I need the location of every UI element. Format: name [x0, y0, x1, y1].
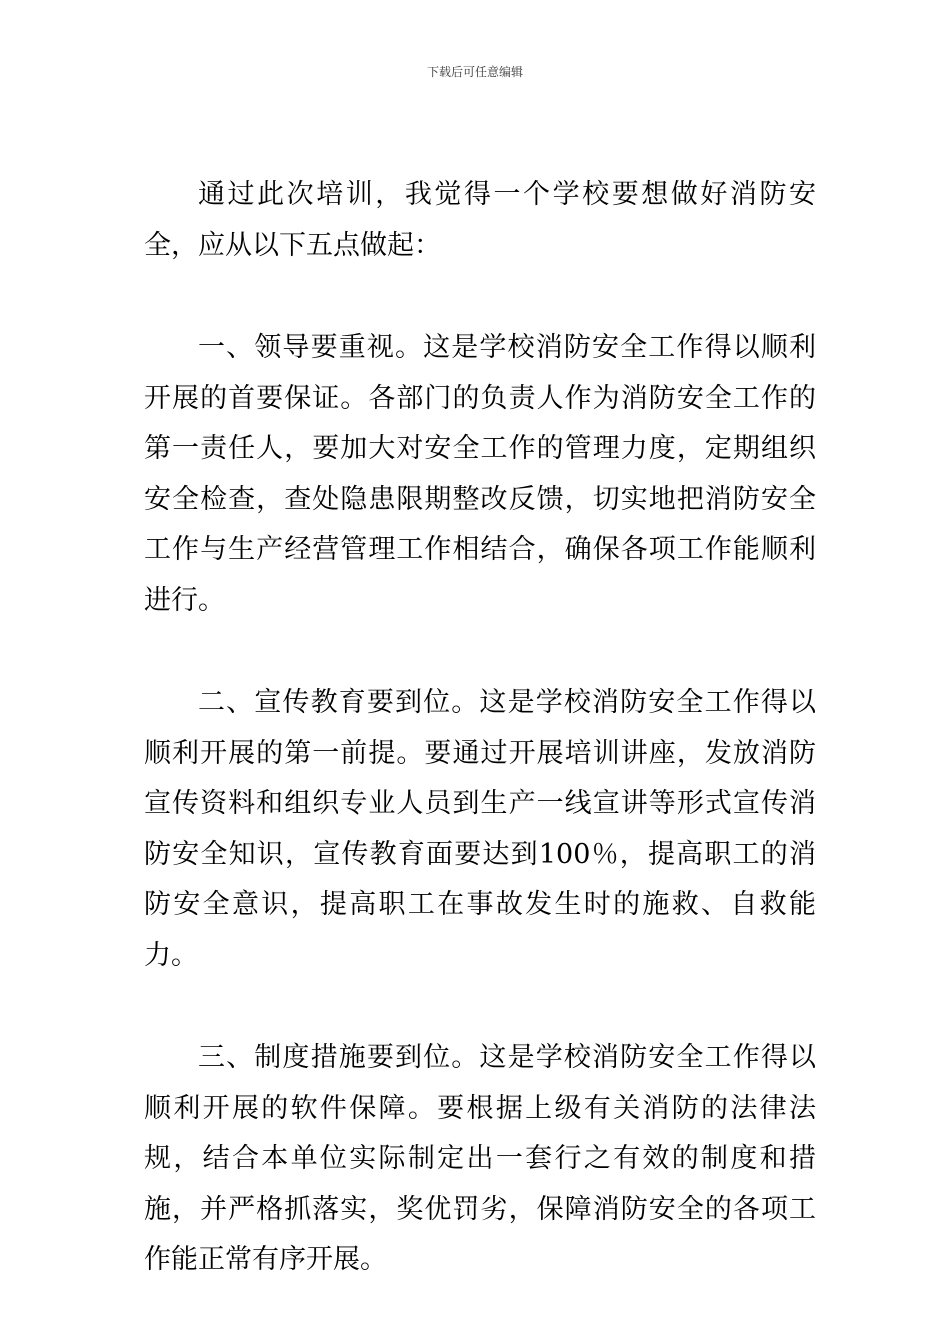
- point-two-paragraph: 二、宣传教育要到位。这是学校消防安全工作得以顺利开展的第一前提。要通过开展培训讲座，发放消防宣传资料和组织专业人员到生产一线宣讲等形式宣传消防安全知识，宣传教育面要达到100％，提高职工的消防安全意识，提高职工在事故发生时的施救、自救能力。: [144, 687, 816, 971]
- document-body: [144, 170, 816, 1338]
- point-one-paragraph: 一、领导要重视。这是学校消防安全工作得以顺利开展的首要保证。各部门的负责人作为消防安全工作的第一责任人，要加大对安全工作的管理力度，定期组织安全检查，查处隐患限期整改反馈，切实地把消防安全工作与生产经营管理工作相结合，确保各项工作能顺利进行。: [144, 332, 816, 616]
- header-note: 下载后可任意编辑: [426, 65, 523, 79]
- point-three-paragraph: 三、制度措施要到位。这是学校消防安全工作得以顺利开展的软件保障。要根据上级有关消防的法律法规，结合本单位实际制定出一套行之有效的制度和措施，并严格抓落实，奖优罚劣，保障消防安全的各项工作能正常有序开展。: [144, 1042, 816, 1275]
- intro-paragraph: 通过此次培训，我觉得一个学校要想做好消防安全，应从以下五点做起：: [144, 179, 816, 261]
